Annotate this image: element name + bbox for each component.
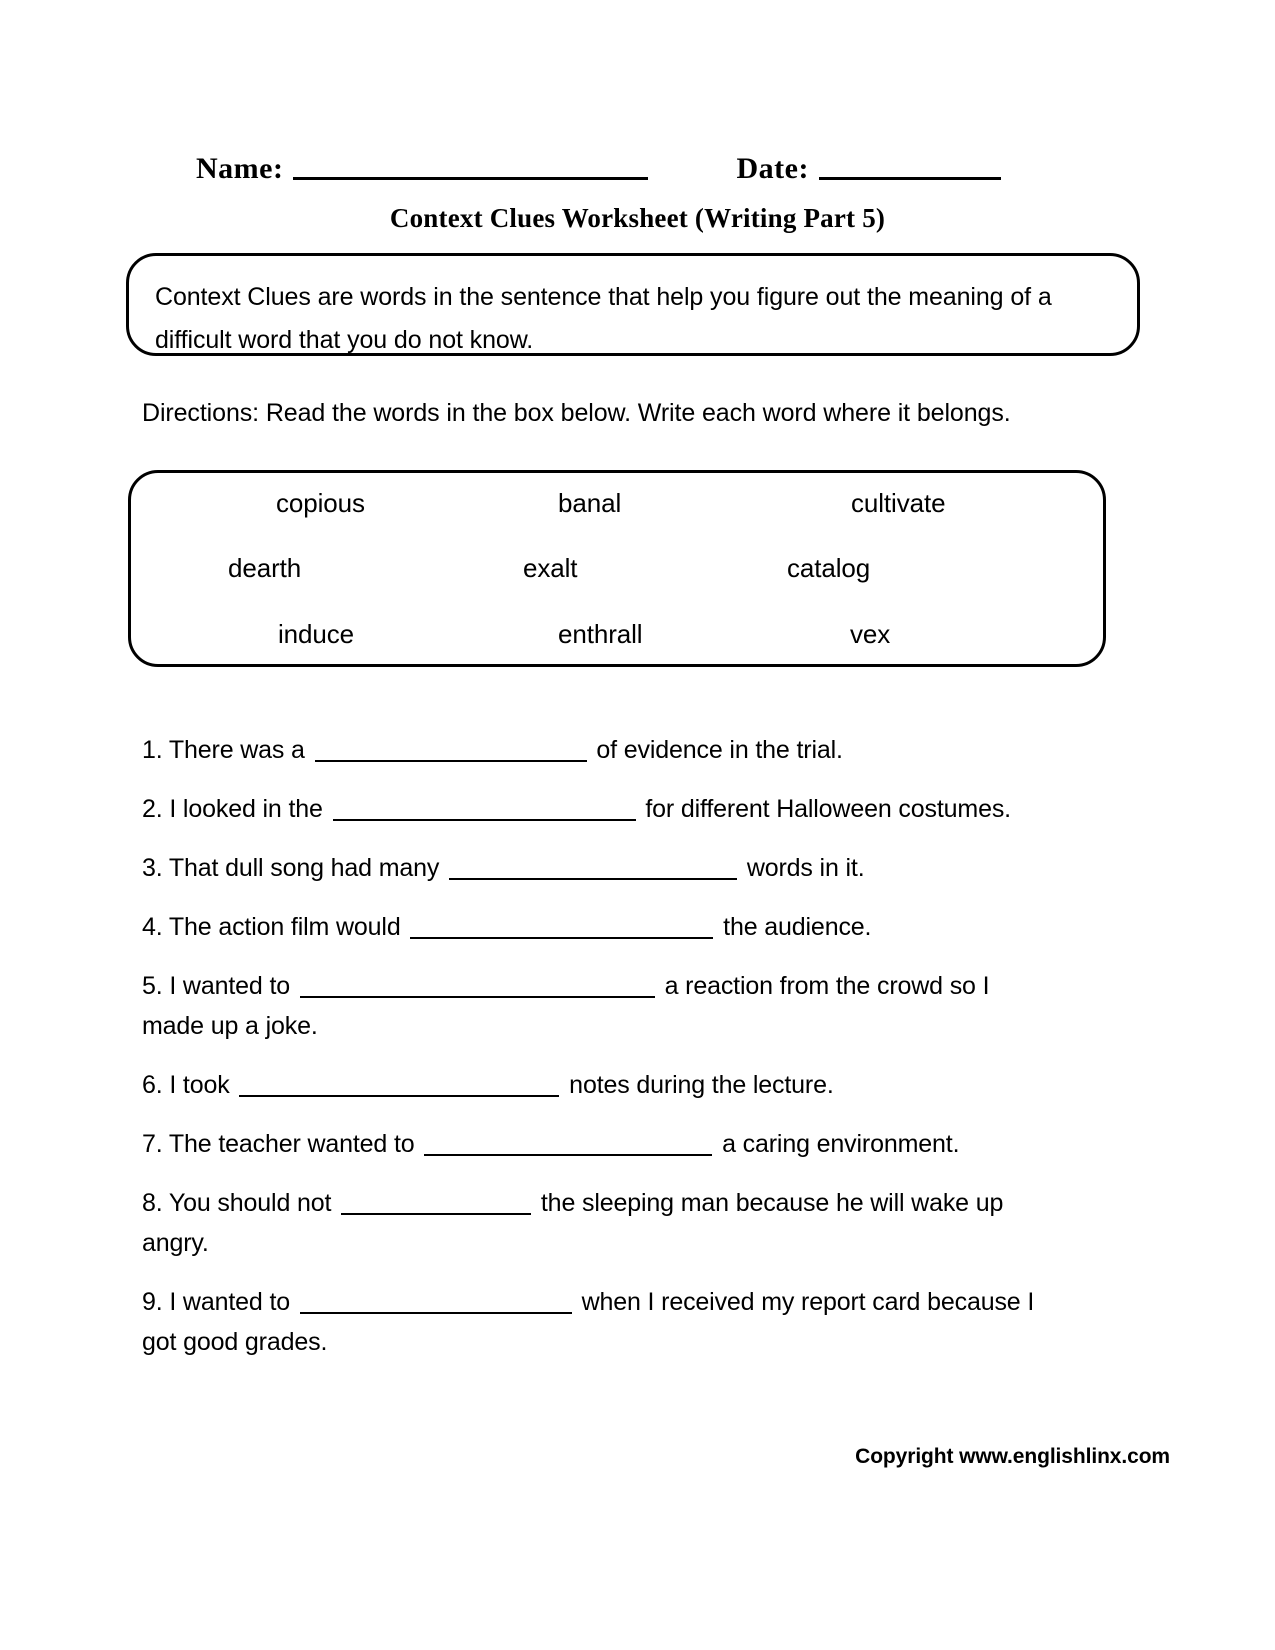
- question-text: for different Halloween costumes.: [638, 795, 1011, 823]
- question-line: [142, 789, 1132, 829]
- answer-blank[interactable]: [300, 974, 655, 998]
- question-list: [142, 730, 1132, 1381]
- question-item: [142, 848, 1132, 888]
- question-text: 3. That dull song had many: [142, 854, 447, 882]
- question-text: made up a joke.: [142, 1012, 318, 1040]
- word-bank-word: copious: [276, 487, 365, 518]
- question-line: [142, 848, 1132, 888]
- date-input-line[interactable]: [819, 177, 1001, 180]
- question-line: [142, 1322, 1132, 1362]
- question-text: a reaction from the crowd so I: [657, 972, 990, 1000]
- question-text: the audience.: [716, 913, 872, 941]
- definition-line-1: Context Clues are words in the sentence that help you figure out the meaning of a: [155, 283, 1052, 311]
- question-line: [142, 1006, 1132, 1046]
- question-line: [142, 1183, 1132, 1223]
- question-text: 7. The teacher wanted to: [142, 1130, 422, 1158]
- question-text: when I received my report card because I: [574, 1288, 1035, 1316]
- question-text: notes during the lecture.: [562, 1071, 834, 1099]
- page-title: Context Clues Worksheet (Writing Part 5): [389, 203, 886, 233]
- student-info-header: [196, 140, 1096, 184]
- question-line: [142, 1124, 1132, 1164]
- question-line: [142, 1065, 1132, 1105]
- answer-blank[interactable]: [300, 1290, 572, 1314]
- question-text: the sleeping man because he will wake up: [534, 1189, 1004, 1217]
- question-item: [142, 789, 1132, 829]
- question-text: angry.: [142, 1229, 209, 1257]
- question-item: [142, 1065, 1132, 1105]
- question-text: 1. There was a: [142, 736, 312, 764]
- date-label: Date:: [736, 152, 809, 185]
- word-bank-word: exalt: [523, 553, 578, 584]
- word-bank-word: induce: [278, 619, 355, 650]
- answer-blank[interactable]: [341, 1191, 531, 1215]
- directions-text: Directions: Read the words in the box below. Write each word where it belongs.: [142, 399, 1011, 427]
- definition-line-2: difficult word that you do not know.: [155, 326, 534, 354]
- question-line: [142, 1282, 1132, 1322]
- answer-blank[interactable]: [239, 1073, 559, 1097]
- question-item: [142, 1282, 1132, 1362]
- answer-blank[interactable]: [449, 856, 737, 880]
- word-bank-word: cultivate: [851, 487, 946, 518]
- question-line: [142, 966, 1132, 1006]
- question-text: words in it.: [740, 854, 865, 882]
- question-text: a caring environment.: [715, 1130, 960, 1158]
- word-bank-word: catalog: [787, 553, 871, 584]
- question-text: 6. I took: [142, 1071, 237, 1099]
- question-text: of evidence in the trial.: [589, 736, 843, 764]
- question-text: 5. I wanted to: [142, 972, 297, 1000]
- question-item: [142, 966, 1132, 1046]
- question-line: [142, 730, 1132, 770]
- word-bank-word: vex: [850, 619, 891, 650]
- question-item: [142, 907, 1132, 947]
- word-bank-box: [128, 470, 1106, 667]
- question-item: [142, 1124, 1132, 1164]
- question-line: [142, 907, 1132, 947]
- question-text: 4. The action film would: [142, 913, 408, 941]
- question-text: 9. I wanted to: [142, 1288, 297, 1316]
- question-item: [142, 730, 1132, 770]
- answer-blank[interactable]: [333, 797, 636, 821]
- answer-blank[interactable]: [410, 915, 713, 939]
- answer-blank[interactable]: [315, 738, 587, 762]
- question-line: [142, 1223, 1132, 1263]
- question-text: 2. I looked in the: [142, 795, 330, 823]
- answer-blank[interactable]: [424, 1132, 712, 1156]
- definition-box: [126, 253, 1140, 356]
- copyright-notice: Copyright www.englishlinx.com: [855, 1445, 1170, 1468]
- question-text: got good grades.: [142, 1328, 328, 1356]
- word-bank-word: banal: [558, 487, 622, 518]
- question-item: [142, 1183, 1132, 1263]
- word-bank-word: dearth: [228, 553, 302, 584]
- name-input-line[interactable]: [293, 177, 648, 180]
- word-bank-word: enthrall: [558, 619, 643, 650]
- question-text: 8. You should not: [142, 1189, 339, 1217]
- name-label: Name:: [196, 152, 284, 185]
